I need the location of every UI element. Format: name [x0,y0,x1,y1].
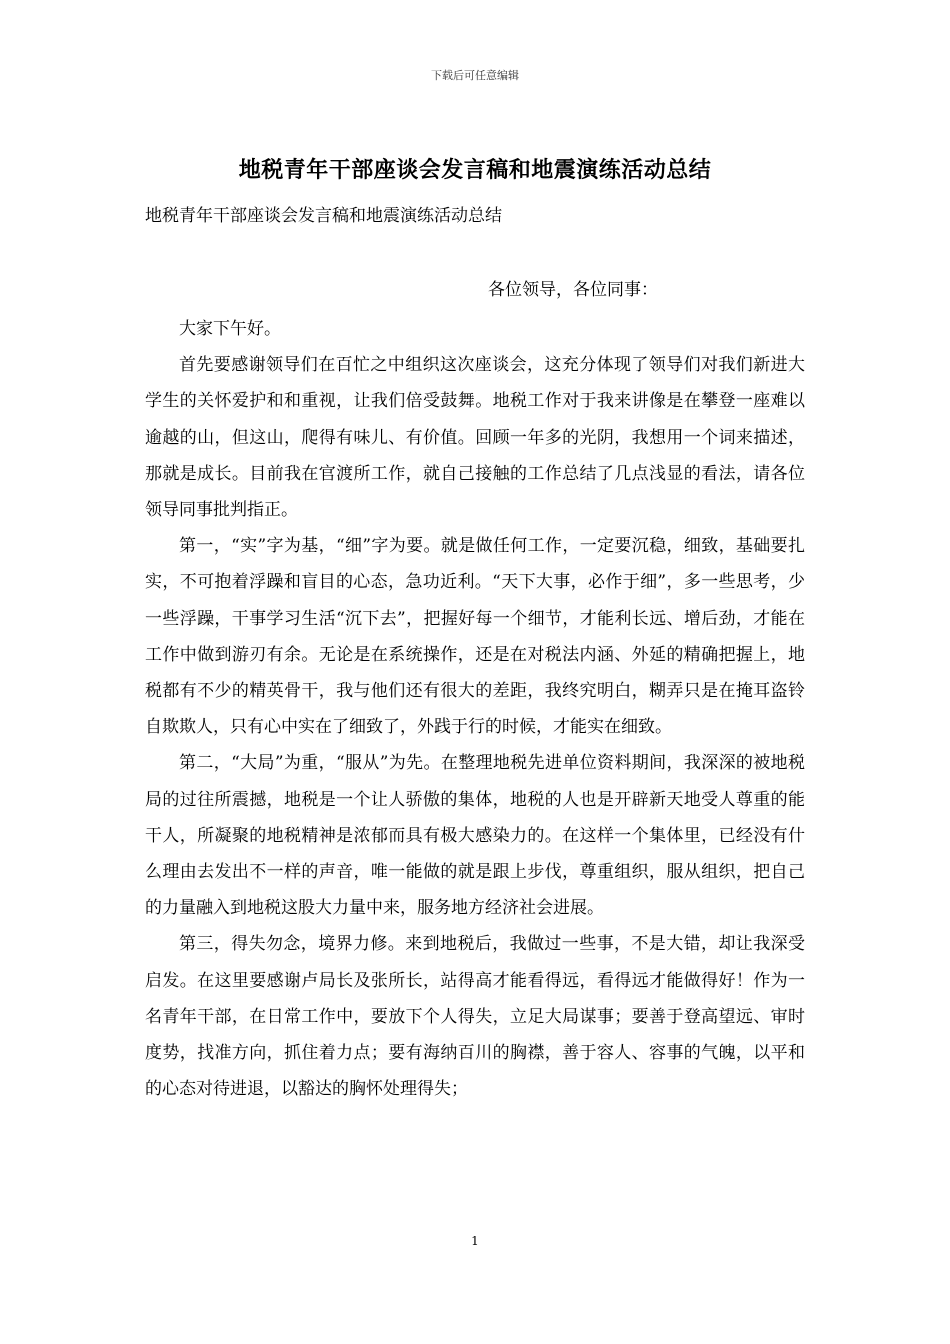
document-body [145,311,805,1107]
document-subtitle: 地税青年干部座谈会发言稿和地震演练活动总结 [145,206,502,226]
paragraph-point-one: 第一，“实”字为基，“细”字为要。就是做任何工作，一定要沉稳，细致，基础要扎实，不可抱着浮躁和盲目的心态，急功近利。“天下大事，必作于细”，多一些思考，少一些浮躁，干事学习生活“沉下去”，把握好每一个细节，才能利长远、增后劲，才能在工作中做到游刃有余。无论是在系统操作，还是在对税法内涵、外延的精确把握上，地税都有不少的精英骨干，我与他们还有很大的差距，我终究明白，糊弄只是在掩耳盗铃自欺欺人，只有心中实在了细致了，外践于行的时候，才能实在细致。 [145,536,805,738]
paragraph-point-two: 第二，“大局”为重，“服从”为先。在整理地税先进单位资料期间，我深深的被地税局的过往所震撼，地税是一个让人骄傲的集体，地税的人也是开辟新天地受人尊重的能干人，所凝聚的地税精神是浓郁而具有极大感染力的。在这样一个集体里，已经没有什么理由去发出不一样的声音，唯一能做的就是跟上步伐，尊重组织，服从组织，把自己的力量融入到地税这股大力量中来，服务地方经济社会进展。 [145,753,805,919]
paragraph-intro: 首先要感谢领导们在百忙之中组织这次座谈会，这充分体现了领导们对我们新进大学生的关怀爱护和和重视，让我们倍受鼓舞。地税工作对于我来讲像是在攀登一座难以逾越的山，但这山，爬得有味儿、有价值。回顾一年多的光阴，我想用一个词来描述，那就是成长。目前我在官渡所工作，就自己接触的工作总结了几点浅显的看法，请各位领导同事批判指正。 [145,355,805,521]
paragraph-opening: 大家下午好。 [179,319,281,339]
paragraph-point-three: 第三，得失勿念，境界力修。来到地税后，我做过一些事，不是大错，却让我深受启发。在这里要感谢卢局长及张所长，站得高才能看得远，看得远才能做得好！作为一名青年干部，在日常工作中，要放下个人得失，立足大局谋事；要善于登高望远、审时度势，找准方向，抓住着力点；要有海纳百川的胸襟，善于容人、容事的气魄，以平和的心态对待进退，以豁达的胸怀处理得失； [145,934,805,1100]
header-note: 下载后可任意编辑 [431,69,519,82]
document-title: 地税青年干部座谈会发言稿和地震演练活动总结 [238,157,712,183]
greeting: 各位领导，各位同事： [488,280,658,300]
page-number: 1 [471,1234,479,1248]
